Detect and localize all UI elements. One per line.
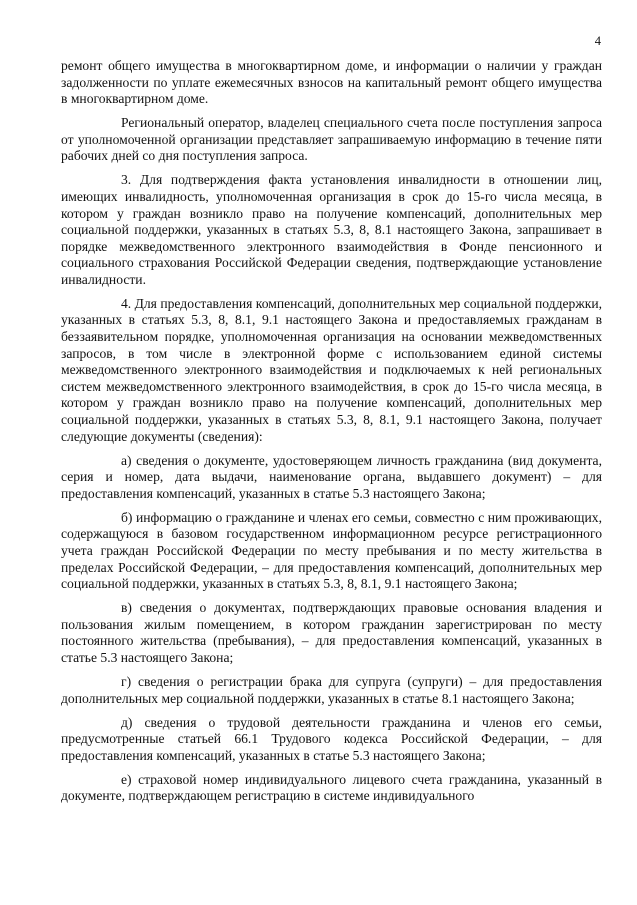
paragraph-item-3: 3. Для подтверждения факта установления инвалидности в отношении лиц, имеющих инвалидность, уполномоченная организация в срок до 15-го числа месяца, в котором у граждан возникло право на получение компенсаций, дополнительных мер социальной поддержки, указанных в статьях 5.3, 8, 8.1 настоящего Закона, запрашивает в порядке межведомственного электронного взаимодействия в Фонде пенсионного и социального страхования Российской Федерации сведения, подтверждающие установление инвалидности. [61, 172, 602, 287]
page-number: 4 [594, 34, 601, 48]
document-body [61, 58, 602, 812]
paragraph-regional-operator: Региональный оператор, владелец специального счета после поступления запроса от уполномоченной организации представляет запрашиваемую информацию в течение пяти рабочих дней со дня поступления запроса. [61, 115, 602, 164]
subitem-g: г) сведения о регистрации брака для супруга (супруги) – для предоставления дополнительных мер социальной поддержки, указанных в статье 8.1 настоящего Закона; [61, 673, 602, 706]
subitem-b: б) информацию о гражданине и членах его семьи, совместно с ним проживающих, содержащуюся в базовом государственном информационном ресурсе регистрационного учета граждан Российской Федерации по месту пребывания и по месту жительства в пределах Российской Федерации, – для предоставления компенсаций, дополнительных мер социальной поддержки, указанных в статьях 5.3, 8, 8.1, 9.1 настоящего Закона; [61, 509, 602, 592]
subitem-d: д) сведения о трудовой деятельности гражданина и членов его семьи, предусмотренные статьей 66.1 Трудового кодекса Российской Федерации, – для предоставления компенсаций, указанных в статье 5.3 настоящего Закона; [61, 714, 602, 763]
subitem-v: в) сведения о документах, подтверждающих правовые основания владения и пользования жилым помещением, в котором гражданин зарегистрирован по месту постоянного жительства (пребывания), – для предоставления компенсаций, указанных в статье 5.3 настоящего Закона; [61, 600, 602, 665]
paragraph-continuation: ремонт общего имущества в многоквартирном доме, и информации о наличии у граждан задолженности по уплате ежемесячных взносов на капитальный ремонт общего имущества в многоквартирном доме. [61, 58, 602, 107]
subitem-a: а) сведения о документе, удостоверяющем личность гражданина (вид документа, серия и номер, дата выдачи, наименование органа, выдавшего документ) – для предоставления компенсаций, указанных в статье 5.3 настоящего Закона; [61, 452, 602, 501]
subitem-e: е) страховой номер индивидуального лицевого счета гражданина, указанный в документе, подтверждающем регистрацию в системе индивидуального [61, 771, 602, 804]
paragraph-item-4: 4. Для предоставления компенсаций, дополнительных мер социальной поддержки, указанных в статьях 5.3, 8, 8.1, 9.1 настоящего Закона и предоставляемых гражданам в беззаявительном порядке, уполномоченная организация на основании межведомственных запросов, в том числе в электронной форме с использованием единой системы межведомственного электронного взаимодействия и подключаемых к ней региональных систем межведомственного электронного взаимодействия, в срок до 15-го числа месяца, в котором у граждан возникло право на получение компенсаций, дополнительных мер социальной поддержки, указанных в статьях 5.3, 8, 8.1, 9.1 настоящего Закона, получает следующие документы (сведения): [61, 295, 602, 444]
